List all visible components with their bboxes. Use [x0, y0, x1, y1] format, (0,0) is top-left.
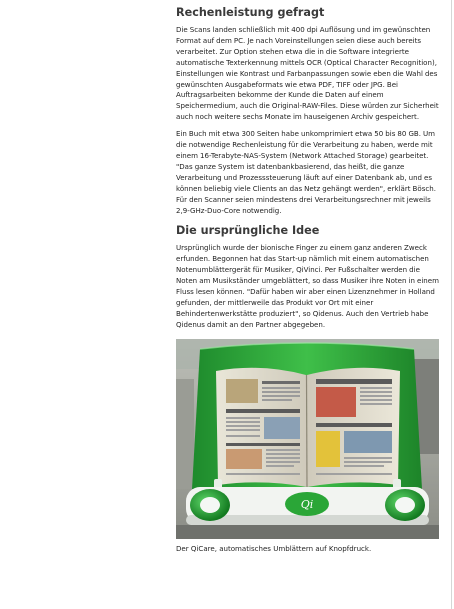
qicare-photo	[176, 339, 439, 539]
qi-logo: Qi	[300, 497, 314, 511]
article-body	[176, 6, 440, 554]
paragraph-idee: Ursprünglich wurde der bionische Finger zu einem ganz anderen Zweck erfunden. Begonnen hat das Start-up nämlich mit einem automatischen Notenumblättergerät für Musiker, QiVinci. Per Fußschalter werden die Noten am Musikständer umgeblättert, so dass Musiker ihre Noten in einem Fluss lesen können. "Dafür haben wir aber einen Lizenznehmer in Holland gefunden, der mittlerweile das Produkt vor Ort mit einer Behindertenwerkstätte produziert", so Qidenus. Auch den Vertrieb habe Qidenus damit an den Partner abgegeben.	[176, 243, 439, 329]
section-heading-idee: Die ursprüngliche Idee	[176, 224, 320, 238]
paragraph-buch: Ein Buch mit etwa 300 Seiten habe unkomprimiert etwa 50 bis 80 GB. Um die notwendige Rechenleistung für die Verarbeitung zu haben, werde mit einem 16-Terabyte-NAS-System (Network Attached Storage) gearbeitet. "Das ganze System ist datenbankbasierend, das heißt, die ganze Verarbeitung und Prozesssteuerung läuft auf einer Datenbank ab, und es können beliebig viele Clients an das Netz gehängt werden", erklärt Bösch. Für den Scanner seien mindestens drei Verarbeitungsrechner mit jeweils 2,9-GHz-Duo-Core notwendig.	[176, 129, 436, 215]
photo-caption: Der QiCare, automatisches Umblättern auf Knopfdruck.	[176, 543, 372, 553]
page-edge-rule	[451, 0, 452, 609]
section-heading-rechenleistung: Rechenleistung gefragt	[176, 6, 325, 19]
paragraph-scans: Die Scans landen schließlich mit 400 dpi Auflösung und im gewünschten Format auf dem PC. Je nach Voreinstellungen seien diese auch bereits verarbeitet. Zur Option stehen etwa die in die Software integrierte automatische Texterkennung mittels OCR (Optical Character Recognition), Einstellungen wie Kontrast und Farbanpassungen sowie eben die Wahl des gewünschten Ausgabeformats wie etwa PDF, TIFF oder JPG. Bei Auftragsarbeiten bekomme der Kunde die Daten auf einem Speichermedium, auch die Original-RAW-Files. Diese würden zur Sicherheit auch noch weitere sechs Monate im hauseigenen Archiv gespeichert.	[176, 25, 439, 122]
